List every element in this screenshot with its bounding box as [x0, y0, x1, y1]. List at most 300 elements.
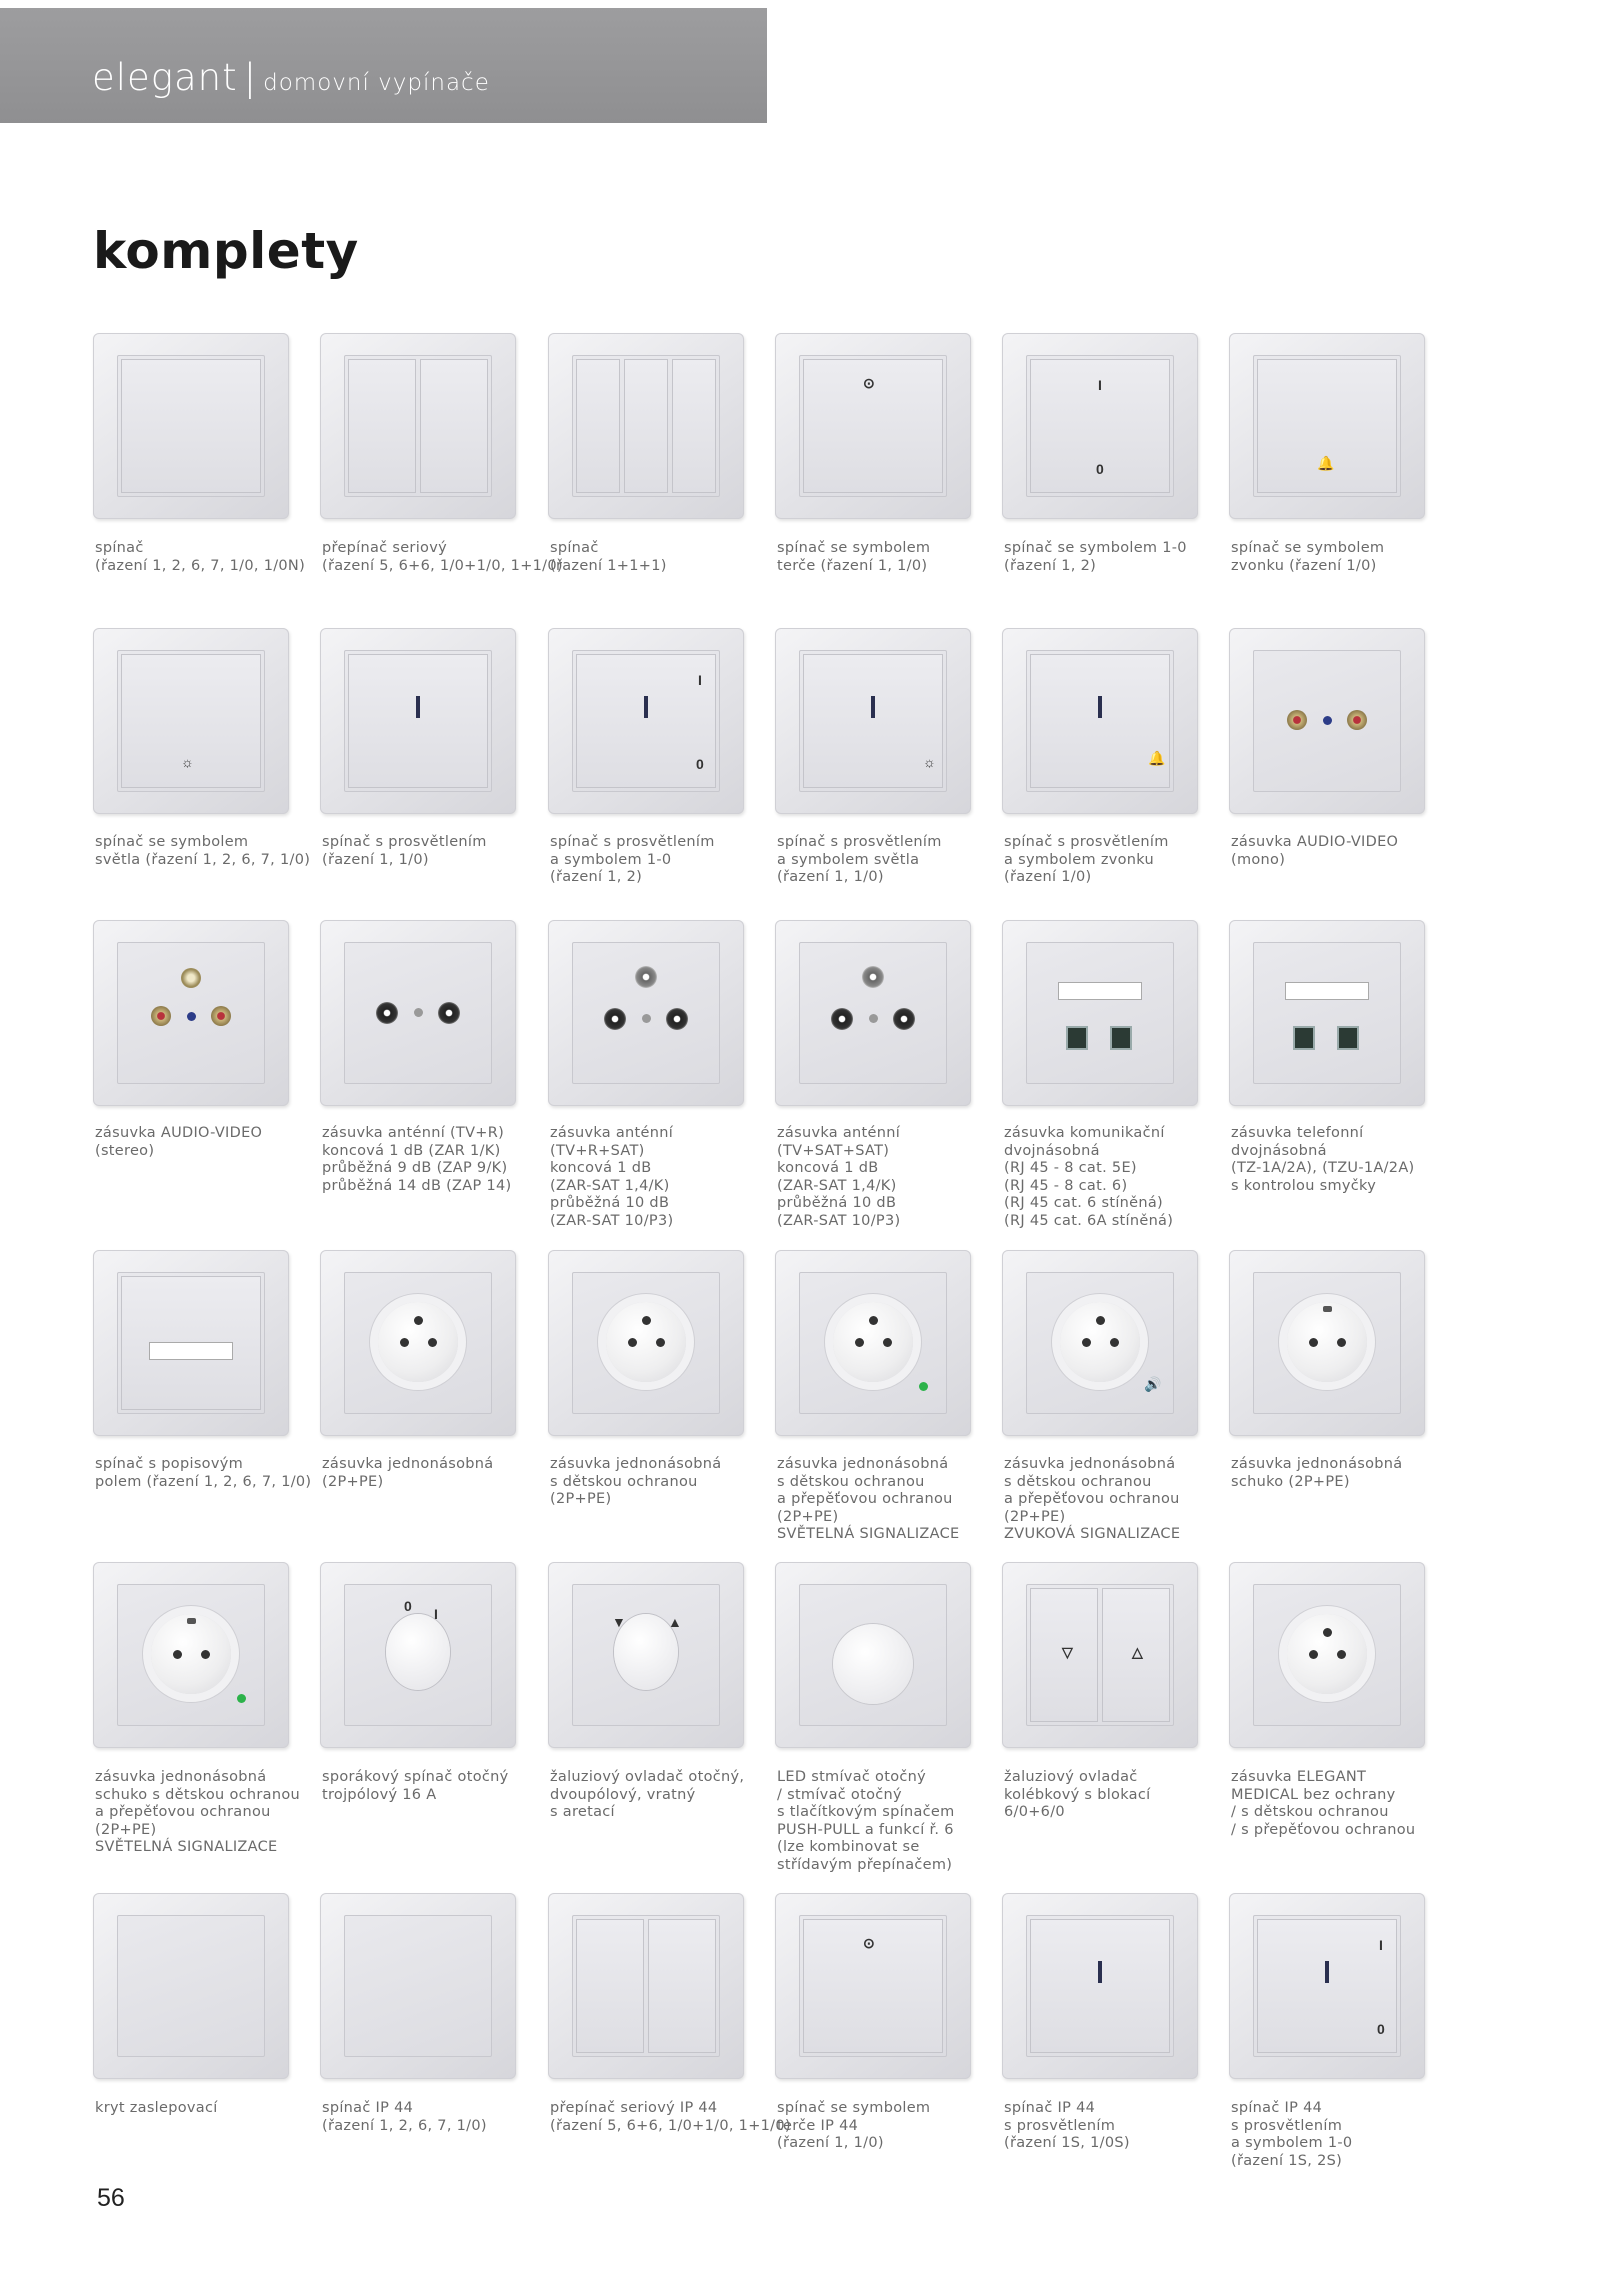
product-photo [320, 1893, 516, 2079]
product-photo [775, 333, 971, 519]
caption-line: spínač s prosvětlením [322, 834, 487, 850]
caption-line: (stereo) [95, 1142, 155, 1159]
caption-line: (ZAR-SAT 1,4/K) [777, 1177, 897, 1194]
plate-face [1253, 355, 1401, 497]
status-dot [1323, 716, 1332, 725]
product-caption [95, 540, 306, 575]
rocker [420, 359, 488, 493]
plate-face [1026, 1272, 1174, 1414]
product-caption [322, 834, 522, 869]
down-arrow-icon: ▽ [1062, 1644, 1073, 1660]
product-photo [93, 1250, 289, 1436]
socket-hole [1082, 1338, 1091, 1347]
product-caption [1231, 1125, 1431, 1195]
caption-line: a přepěťovou ochranou [777, 1491, 953, 1507]
caption-line: MEDICAL bez ochrany [1231, 1786, 1396, 1803]
plate-face [799, 1584, 947, 1726]
product-photo [1002, 1562, 1198, 1748]
rocker [576, 359, 620, 493]
label-window [149, 1342, 233, 1360]
caption-line: (řazení 1, 2) [1004, 557, 1097, 574]
plate-face [344, 1915, 492, 2057]
socket-hole [883, 1338, 892, 1347]
caption-line: sporákový spínač otočný [322, 1769, 509, 1785]
rocker [1030, 654, 1170, 788]
caption-line: spínač se symbolem [777, 2100, 931, 2116]
product-photo [1229, 1250, 1425, 1436]
plate-face [799, 650, 947, 792]
plate-face [1253, 942, 1401, 1084]
caption-line: zásuvka anténní [777, 1125, 901, 1141]
caption-line: spínač IP 44 [1231, 2100, 1323, 2116]
caption-line: zásuvka AUDIO-VIDEO [95, 1125, 263, 1141]
product-caption [95, 834, 311, 869]
caption-line: přepínač seriový [322, 540, 447, 556]
rj45-port [1293, 1026, 1315, 1050]
plate-face [344, 942, 492, 1084]
led-indicator [919, 1382, 928, 1391]
rocker [803, 654, 943, 788]
caption-line: průběžná 10 dB [777, 1195, 897, 1211]
plate-face [1253, 650, 1401, 792]
product-photo [93, 628, 289, 814]
product-photo [775, 1893, 971, 2079]
caption-line: spínač se symbolem 1-0 [1004, 540, 1187, 556]
product-photo [320, 1562, 516, 1748]
caption-line: terče IP 44 [777, 2117, 859, 2134]
product-caption [550, 1125, 750, 1230]
coax-connector [438, 1002, 460, 1024]
caption-line: zásuvka ELEGANT [1231, 1769, 1367, 1785]
product-caption [1231, 1456, 1431, 1491]
rocker [1030, 1919, 1170, 2053]
caption-line: (řazení 1, 2) [550, 869, 643, 885]
caption-line: a přepěťovou ochranou [95, 1804, 271, 1820]
caption-line: spínač se symbolem [95, 834, 249, 850]
product-photo [320, 920, 516, 1106]
caption-line: zásuvka jednonásobná [550, 1456, 722, 1472]
on-icon: I [698, 672, 702, 688]
product-caption [1004, 1769, 1204, 1822]
product-photo [775, 1250, 971, 1436]
product-caption [1004, 2100, 1204, 2153]
coax-connector [666, 1008, 688, 1030]
product-photo [1229, 333, 1425, 519]
earth-pin [1096, 1316, 1105, 1325]
rca-connector [211, 1006, 231, 1026]
up-arrow-icon: ▲ [668, 1614, 682, 1630]
product-caption [550, 1769, 750, 1822]
caption-line: 6/0+6/0 [1004, 1804, 1065, 1820]
coax-connector [604, 1008, 626, 1030]
status-dot [187, 1012, 196, 1021]
socket-hole [173, 1650, 182, 1659]
socket-hole [201, 1650, 210, 1659]
plate-face [799, 942, 947, 1084]
plate-face [117, 355, 265, 497]
caption-line: (řazení 1+1+1) [550, 557, 667, 574]
caption-line: (lze kombinovat se [777, 1839, 920, 1855]
product-caption [322, 1769, 522, 1804]
socket-hole [855, 1338, 864, 1347]
caption-line: (řazení 1, 1/0) [777, 869, 884, 885]
caption-line: s kontrolou smyčky [1231, 1177, 1377, 1194]
off-icon: 0 [1377, 2021, 1385, 2037]
caption-line: střídavým přepínačem) [777, 1856, 953, 1873]
plate-face [344, 1584, 492, 1726]
target-icon: ⊙ [863, 1935, 875, 1951]
product-photo [775, 920, 971, 1106]
caption-line: SVĚTELNÁ SIGNALIZACE [777, 1526, 960, 1542]
rj45-port [1337, 1026, 1359, 1050]
socket-face [1060, 1302, 1140, 1382]
product-caption [777, 2100, 977, 2153]
plate-face [572, 650, 720, 792]
socket-hole [1309, 1650, 1318, 1659]
product-caption [777, 1769, 977, 1874]
caption-line: spínač se symbolem [1231, 540, 1385, 556]
plate-face [1026, 1915, 1174, 2057]
status-dot [869, 1014, 878, 1023]
caption-line: (řazení 1, 1/0) [322, 851, 429, 868]
product-caption [550, 2100, 791, 2135]
product-photo [1002, 1250, 1198, 1436]
earth-clip [1323, 1306, 1332, 1312]
plate-face [344, 355, 492, 497]
rj45-port [1066, 1026, 1088, 1050]
indicator-light [1098, 1961, 1102, 1983]
caption-line: (TZ-1A/2A), (TZU-1A/2A) [1231, 1160, 1415, 1176]
caption-line: s dětskou ochranou [777, 1473, 925, 1490]
caption-line: dvoupólový, vratný [550, 1786, 696, 1803]
socket-hole [1337, 1338, 1346, 1347]
caption-line: s prosvětlením [1004, 2117, 1116, 2134]
plate-face [1026, 942, 1174, 1084]
plate-face [344, 650, 492, 792]
socket-face [151, 1614, 231, 1694]
caption-line: (TV+SAT+SAT) [777, 1142, 890, 1159]
caption-line: (řazení 1S, 2S) [1231, 2152, 1343, 2169]
caption-line: spínač s prosvětlením [1004, 834, 1169, 850]
caption-line: (mono) [1231, 851, 1286, 868]
product-photo [548, 1562, 744, 1748]
caption-line: (řazení 5, 6+6, 1/0+1/0, 1+1/0) [322, 557, 563, 574]
product-photo [1002, 333, 1198, 519]
product-caption [550, 1456, 750, 1509]
off-icon: 0 [1096, 461, 1104, 477]
earth-pin [869, 1316, 878, 1325]
target-icon: ⊙ [863, 375, 875, 391]
caption-line: terče (řazení 1, 1/0) [777, 557, 928, 574]
bell-icon: 🔔 [1317, 455, 1335, 471]
rocker [672, 359, 716, 493]
page-title: komplety [93, 222, 359, 280]
caption-line: přepínač seriový IP 44 [550, 2100, 718, 2116]
indicator-light [644, 696, 648, 718]
caption-line: koncová 1 dB [777, 1160, 879, 1176]
caption-line: zásuvka jednonásobná [322, 1456, 494, 1472]
earth-clip [187, 1618, 196, 1624]
caption-line: (řazení 1, 1/0) [777, 2135, 884, 2151]
caption-line: (TV+R+SAT) [550, 1142, 645, 1159]
indicator-light [1325, 1961, 1329, 1983]
product-caption [1004, 834, 1204, 887]
rocker [121, 359, 261, 493]
caption-line: (RJ 45 cat. 6A stíněná) [1004, 1212, 1174, 1229]
product-photo [1229, 628, 1425, 814]
caption-line: spínač IP 44 [322, 2100, 414, 2116]
rocker [624, 359, 668, 493]
caption-line: (řazení 1, 2, 6, 7, 1/0) [322, 2117, 487, 2134]
product-photo [1229, 920, 1425, 1106]
caption-line: (2P+PE) [1004, 1508, 1066, 1525]
socket-hole [656, 1338, 665, 1347]
product-photo [93, 1893, 289, 2079]
on-icon: I [434, 1606, 438, 1622]
coax-connector [862, 966, 884, 988]
caption-line: spínač s prosvětlením [777, 834, 942, 850]
product-caption [1231, 1769, 1431, 1839]
on-icon: I [1098, 377, 1102, 393]
off-icon: 0 [696, 756, 704, 772]
caption-line: (2P+PE) [322, 1473, 384, 1490]
caption-line: schuko s dětskou ochranou [95, 1786, 300, 1803]
coax-connector [831, 1008, 853, 1030]
plate-face [799, 1915, 947, 2057]
earth-pin [414, 1316, 423, 1325]
product-caption [1231, 834, 1431, 869]
socket-face [1287, 1614, 1367, 1694]
product-photo [1002, 1893, 1198, 2079]
product-caption [322, 1456, 522, 1491]
down-arrow-icon: ▼ [612, 1614, 626, 1630]
caption-line: a přepěťovou ochranou [1004, 1491, 1180, 1507]
product-caption [322, 540, 563, 575]
caption-line: zásuvka anténní (TV+R) [322, 1125, 505, 1141]
plate-face [1026, 650, 1174, 792]
bell-icon: 🔔 [1148, 750, 1166, 766]
rocker [1257, 1919, 1397, 2053]
caption-line: kryt zaslepovací [95, 2100, 218, 2116]
caption-line: dvojnásobná [1004, 1142, 1100, 1159]
product-photo [1002, 920, 1198, 1106]
plate-face [117, 1584, 265, 1726]
product-caption [1004, 1125, 1204, 1230]
product-photo [93, 920, 289, 1106]
caption-line: spínač [95, 540, 144, 556]
product-caption [95, 1769, 300, 1857]
coax-connector [893, 1008, 915, 1030]
caption-line: SVĚTELNÁ SIGNALIZACE [95, 1839, 278, 1855]
indicator-light [871, 696, 875, 718]
earth-pin [1323, 1628, 1332, 1637]
caption-line: schuko (2P+PE) [1231, 1473, 1350, 1490]
socket-hole [428, 1338, 437, 1347]
caption-line: koncová 1 dB (ZAR 1/K) [322, 1142, 501, 1159]
plate-face [117, 1272, 265, 1414]
product-photo [1229, 1562, 1425, 1748]
rocker [348, 654, 488, 788]
rocker [648, 1919, 716, 2053]
product-caption [95, 1125, 295, 1160]
product-caption [95, 2100, 295, 2118]
product-photo [1229, 1893, 1425, 2079]
plate-face [1253, 1915, 1401, 2057]
caption-line: a symbolem světla [777, 851, 920, 868]
caption-line: (RJ 45 - 8 cat. 5E) [1004, 1160, 1137, 1176]
product-caption [550, 834, 750, 887]
product-caption [777, 1456, 977, 1544]
product-caption [1231, 2100, 1431, 2170]
light-icon: ☼ [181, 754, 194, 770]
on-icon: I [1379, 1937, 1383, 1953]
coax-connector [376, 1002, 398, 1024]
caption-line: průběžná 9 dB (ZAP 9/K) [322, 1160, 508, 1176]
caption-line: (2P+PE) [550, 1491, 612, 1507]
product-photo [548, 333, 744, 519]
plate-face [572, 355, 720, 497]
rocker [348, 359, 416, 493]
caption-line: s prosvětlením [1231, 2117, 1343, 2134]
product-caption [1004, 540, 1204, 575]
caption-line: spínač s prosvětlením [550, 834, 715, 850]
caption-line: (RJ 45 - 8 cat. 6) [1004, 1177, 1128, 1194]
caption-line: ZVUKOVÁ SIGNALIZACE [1004, 1526, 1181, 1542]
plate-face [344, 1272, 492, 1414]
plate-face [572, 1915, 720, 2057]
socket-hole [628, 1338, 637, 1347]
rocker [576, 654, 716, 788]
coax-connector [635, 966, 657, 988]
caption-line: koncová 1 dB [550, 1160, 652, 1176]
product-photo [548, 628, 744, 814]
led-indicator [237, 1694, 246, 1703]
product-photo [548, 920, 744, 1106]
caption-line: a symbolem zvonku [1004, 851, 1155, 868]
plate-face [572, 1272, 720, 1414]
socket-face [378, 1302, 458, 1382]
caption-line: (2P+PE) [95, 1821, 157, 1838]
caption-line: spínač s popisovým [95, 1456, 244, 1472]
caption-line: průběžná 14 dB (ZAP 14) [322, 1177, 512, 1194]
plate-face [799, 1272, 947, 1414]
caption-line: (ZAR-SAT 10/P3) [550, 1212, 674, 1229]
product-photo [548, 1893, 744, 2079]
rotary-dial [386, 1614, 450, 1690]
rocker [576, 1919, 644, 2053]
rca-connector [151, 1006, 171, 1026]
caption-line: a symbolem 1-0 [1231, 2135, 1353, 2151]
product-caption [777, 540, 977, 575]
product-caption [1231, 540, 1431, 575]
plate-face [117, 650, 265, 792]
socket-hole [1110, 1338, 1119, 1347]
caption-line: (ZAR-SAT 1,4/K) [550, 1177, 670, 1194]
plate-face [117, 942, 265, 1084]
caption-line: / s dětskou ochranou [1231, 1804, 1389, 1820]
speaker-icon: 🔊 [1144, 1376, 1162, 1392]
caption-line: zásuvka telefonní [1231, 1125, 1364, 1141]
socket-hole [1309, 1338, 1318, 1347]
rj45-port [1110, 1026, 1132, 1050]
caption-line: zásuvka anténní [550, 1125, 674, 1141]
caption-line: zásuvka jednonásobná [95, 1769, 267, 1785]
plate-face [1026, 1584, 1174, 1726]
plate-face [1026, 355, 1174, 497]
socket-face [833, 1302, 913, 1382]
indicator-light [1098, 696, 1102, 718]
caption-line: (řazení 1, 2, 6, 7, 1/0, 1/0N) [95, 557, 306, 574]
caption-line: spínač IP 44 [1004, 2100, 1096, 2116]
header-subtitle: domovní vypínače [263, 70, 490, 96]
caption-line: průběžná 10 dB [550, 1195, 670, 1211]
product-caption [1004, 1456, 1204, 1544]
off-icon: 0 [404, 1598, 412, 1614]
rca-connector [1287, 710, 1307, 730]
light-icon: ☼ [923, 754, 936, 770]
product-photo [93, 1562, 289, 1748]
caption-line: (RJ 45 cat. 6 stíněná) [1004, 1195, 1163, 1211]
product-photo [320, 333, 516, 519]
product-photo [548, 1250, 744, 1436]
product-photo [1002, 628, 1198, 814]
caption-line: (řazení 5, 6+6, 1/0+1/0, 1+1/0) [550, 2117, 791, 2134]
caption-line: (řazení 1S, 1/0S) [1004, 2135, 1130, 2151]
caption-line: spínač se symbolem [777, 540, 931, 556]
up-arrow-icon: △ [1132, 1644, 1143, 1660]
caption-line: (řazení 1/0) [1004, 869, 1092, 885]
earth-pin [642, 1316, 651, 1325]
rocker [1257, 359, 1397, 493]
rca-connector [1347, 710, 1367, 730]
plate-face [1253, 1272, 1401, 1414]
caption-line: žaluziový ovladač [1004, 1769, 1138, 1785]
caption-line: / s přepěťovou ochranou [1231, 1821, 1416, 1838]
caption-line: žaluziový ovladač otočný, [550, 1769, 745, 1785]
socket-face [1287, 1302, 1367, 1382]
product-caption [322, 1125, 522, 1195]
caption-line: (2P+PE) [777, 1508, 839, 1525]
label-window [1285, 982, 1369, 1000]
header-brand: elegant [92, 56, 238, 99]
product-photo [320, 1250, 516, 1436]
page-number: 56 [97, 2184, 125, 2212]
caption-line: kolébkový s blokací [1004, 1786, 1151, 1803]
caption-line: (ZAR-SAT 10/P3) [777, 1212, 901, 1229]
plate-face [117, 1915, 265, 2057]
product-photo [775, 1562, 971, 1748]
header-separator: | [243, 56, 258, 99]
caption-line: / stmívač otočný [777, 1786, 902, 1803]
plate-face [1253, 1584, 1401, 1726]
caption-line: zásuvka AUDIO-VIDEO [1231, 834, 1399, 850]
caption-line: zvonku (řazení 1/0) [1231, 557, 1377, 574]
caption-line: s tlačítkovým spínačem [777, 1804, 955, 1820]
product-photo [775, 628, 971, 814]
caption-line: polem (řazení 1, 2, 6, 7, 1/0) [95, 1473, 312, 1490]
caption-line: trojpólový 16 A [322, 1786, 437, 1803]
caption-line: zásuvka jednonásobná [1004, 1456, 1176, 1472]
product-photo [93, 333, 289, 519]
product-caption [95, 1456, 312, 1491]
label-window [1058, 982, 1142, 1000]
caption-line: PUSH-PULL a funkcí ř. 6 [777, 1821, 954, 1838]
plate-face [572, 1584, 720, 1726]
caption-line: spínač [550, 540, 599, 556]
rca-connector [181, 968, 201, 988]
product-caption [322, 2100, 522, 2135]
caption-line: dvojnásobná [1231, 1142, 1327, 1159]
